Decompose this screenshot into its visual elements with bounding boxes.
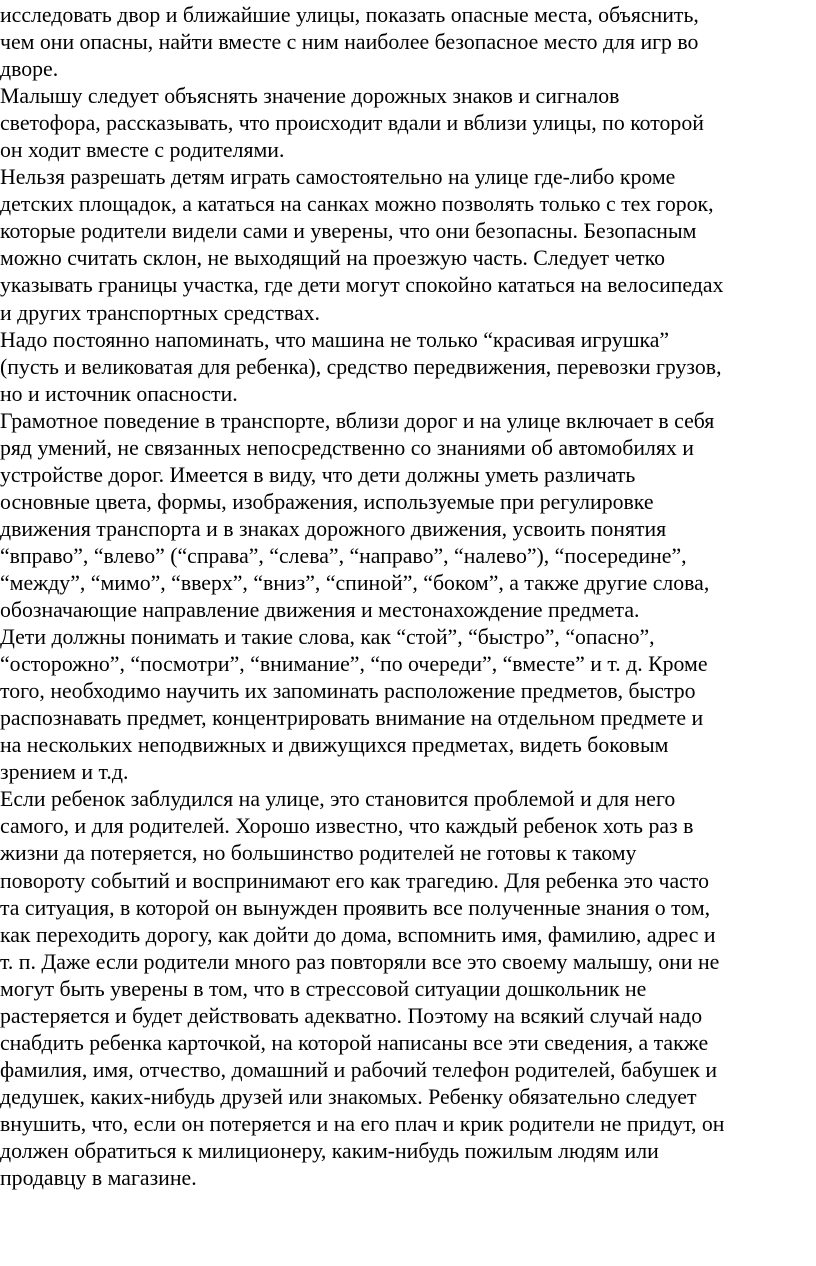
text-line: но и источник опасности.: [0, 381, 238, 406]
text-line: на нескольких неподвижных и движущихся предметах, видеть боковым: [0, 733, 669, 758]
text-line: жизни да потеряется, но большинство родителей не готовы к такому: [0, 841, 637, 866]
text-line: Если ребенок заблудился на улице, это становится проблемой и для него: [0, 787, 676, 812]
text-line: движения транспорта и в знаках дорожного движения, усвоить понятия: [0, 516, 667, 541]
text-line: дедушек, каких-нибудь друзей или знакомых. Ребенку обязательно следует: [0, 1084, 697, 1109]
text-line: “вправо”, “влево” (“справа”, “слева”, “направо”, “налево”), “посередине”,: [0, 543, 687, 568]
text-line: Малышу следует объяснять значение дорожных знаков и сигналов: [0, 84, 620, 109]
text-line: могут быть уверены в том, что в стрессовой ситуации дошкольник не: [0, 976, 647, 1001]
text-line: можно считать склон, не выходящий на проезжую часть. Следует четко: [0, 246, 665, 271]
text-line: внушить, что, если он потеряется и на его плач и крик родители не придут, он: [0, 1111, 725, 1136]
text-line: Нельзя разрешать детям играть самостоятельно на улице где-либо кроме: [0, 165, 676, 190]
text-line: которые родители видели сами и уверены, что они безопасны. Безопасным: [0, 219, 697, 244]
text-line: повороту событий и воспринимают его как трагедию. Для ребенка это часто: [0, 868, 709, 893]
text-line: указывать границы участка, где дети могут спокойно кататься на велосипедах: [0, 273, 724, 298]
text-line: “осторожно”, “посмотри”, “внимание”, “по очереди”, “вместе” и т. д. Кроме: [0, 652, 708, 677]
text-line: Дети должны понимать и такие слова, как “стой”, “быстро”, “опасно”,: [0, 625, 655, 650]
text-line: и других транспортных средствах.: [0, 300, 321, 325]
text-line: основные цвета, формы, изображения, используемые при регулировке: [0, 489, 654, 514]
text-line: устройстве дорог. Имеется в виду, что дети должны уметь различать: [0, 462, 636, 487]
text-line: Надо постоянно напоминать, что машина не только “красивая игрушка”: [0, 327, 670, 352]
text-line: “между”, “мимо”, “вверх”, “вниз”, “спиной”, “боком”, а также другие слова,: [0, 570, 710, 595]
text-line: он ходит вместе с родителями.: [0, 138, 285, 163]
text-line: снабдить ребенка карточкой, на которой написаны все эти сведения, а также: [0, 1030, 709, 1055]
text-line: должен обратиться к милиционеру, каким-нибудь пожилым людям или: [0, 1138, 659, 1163]
text-line: дворе.: [0, 57, 59, 82]
text-line: ряд умений, не связанных непосредственно со знаниями об автомобилях и: [0, 435, 694, 460]
body-text: [0, 2, 816, 1192]
text-line: Грамотное поведение в транспорте, вблизи дорог и на улице включает в себя: [0, 408, 715, 433]
text-line: как переходить дорогу, как дойти до дома, вспомнить имя, фамилию, адрес и: [0, 922, 716, 947]
text-line: продавцу в магазине.: [0, 1166, 197, 1191]
text-line: распознавать предмет, концентрировать внимание на отдельном предмете и: [0, 706, 704, 731]
text-line: самого, и для родителей. Хорошо известно, что каждый ребенок хоть раз в: [0, 814, 694, 839]
text-line: та ситуация, в которой он вынужден проявить все полученные знания о том,: [0, 895, 711, 920]
text-line: зрением и т.д.: [0, 760, 129, 785]
text-line: того, необходимо научить их запоминать расположение предметов, быстро: [0, 679, 696, 704]
text-line: детских площадок, а кататься на санках можно позволять только с тех горок,: [0, 192, 714, 217]
text-line: исследовать двор и ближайшие улицы, показать опасные места, объяснить,: [0, 3, 699, 27]
text-line: (пусть и великоватая для ребенка), средство передвижения, перевозки грузов,: [0, 354, 722, 379]
text-line: светофора, рассказывать, что происходит вдали и вблизи улицы, по которой: [0, 111, 704, 136]
text-line: фамилия, имя, отчество, домашний и рабочий телефон родителей, бабушек и: [0, 1057, 718, 1082]
text-line: обозначающие направление движения и местонахождение предмета.: [0, 598, 640, 623]
text-line: т. п. Даже если родители много раз повторяли все это своему малышу, они не: [0, 949, 720, 974]
text-line: растеряется и будет действовать адекватно. Поэтому на всякий случай надо: [0, 1003, 703, 1028]
text-line: чем они опасны, найти вместе с ним наиболее безопасное место для игр во: [0, 30, 699, 55]
